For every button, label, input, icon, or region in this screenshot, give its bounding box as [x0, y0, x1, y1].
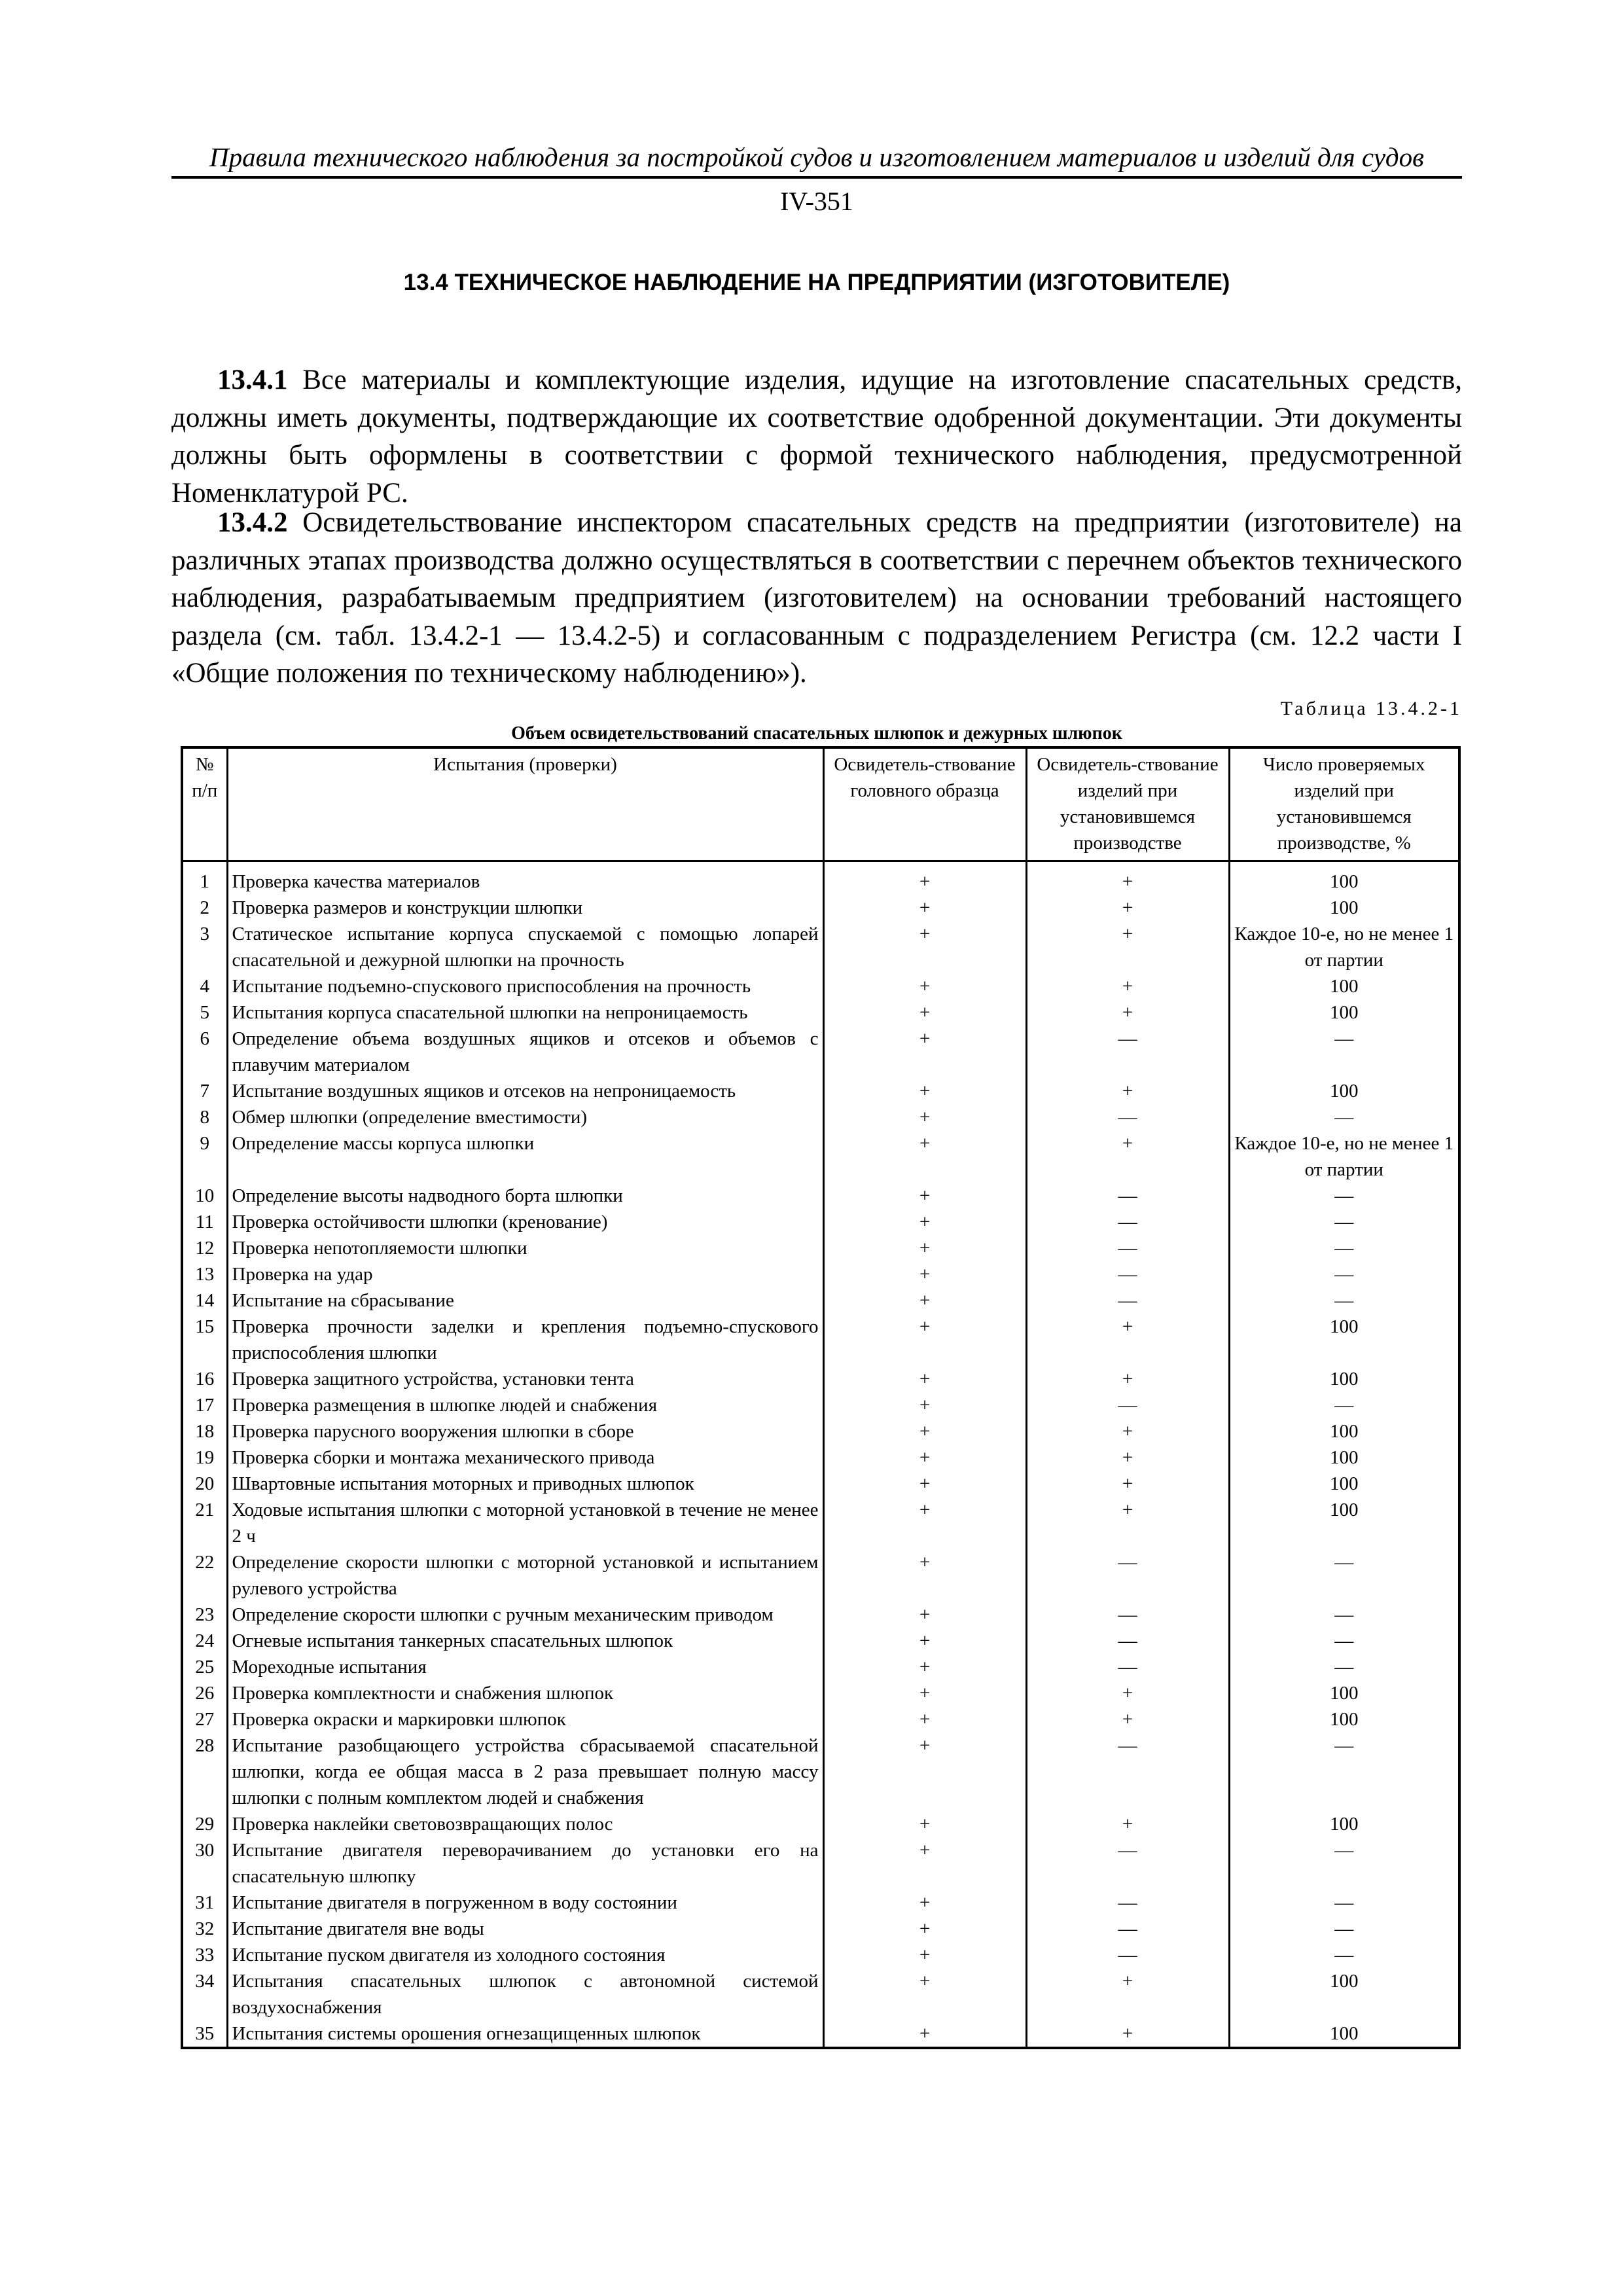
table-row [182, 1890, 1459, 1916]
row-head-sample: + [823, 861, 1026, 895]
row-serial: — [1026, 1602, 1229, 1628]
row-count: 100 [1229, 1418, 1459, 1444]
table-row [182, 1183, 1459, 1209]
row-serial: — [1026, 1026, 1229, 1078]
table-title: Объем освидетельствований спасательных шлюпок и дежурных шлюпок [511, 723, 1122, 744]
row-number: 28 [182, 1732, 227, 1811]
row-number: 9 [182, 1130, 227, 1183]
row-serial: + [1026, 1314, 1229, 1366]
row-head-sample: + [823, 1078, 1026, 1104]
row-number: 33 [182, 1942, 227, 1968]
table-row [182, 1078, 1459, 1104]
row-head-sample: + [823, 1942, 1026, 1968]
row-count: 100 [1229, 1706, 1459, 1732]
table-row [182, 1811, 1459, 1837]
row-test-name: Определение скорости шлюпки с ручным механическим приводом [227, 1602, 823, 1628]
paragraph-text: Все материалы и комплектующие изделия, идущие на изготовление спасательных средств, должны иметь документы, подтверждающие их соответствие одобренной документации. Эти документы должны быть оформлены в соответствии с формой технического наблюдения, предусмотренной Номенклатурой РС. [171, 365, 1462, 509]
row-head-sample: + [823, 1602, 1026, 1628]
row-serial: — [1026, 1261, 1229, 1287]
row-head-sample: + [823, 1026, 1026, 1078]
table-filler-cell [1026, 2047, 1229, 2048]
row-number: 25 [182, 1654, 227, 1680]
table-body [182, 861, 1459, 2049]
row-number: 10 [182, 1183, 227, 1209]
row-test-name: Обмер шлюпки (определение вместимости) [227, 1104, 823, 1130]
row-serial: + [1026, 1497, 1229, 1549]
row-serial: + [1026, 1444, 1229, 1471]
row-serial: + [1026, 2020, 1229, 2047]
row-serial: + [1026, 1078, 1229, 1104]
row-count: Каждое 10-е, но не менее 1 от партии [1229, 1130, 1459, 1183]
row-test-name: Испытание на сбрасывание [227, 1287, 823, 1314]
row-number: 21 [182, 1497, 227, 1549]
row-test-name: Мореходные испытания [227, 1654, 823, 1680]
row-number: 19 [182, 1444, 227, 1471]
table-row [182, 1314, 1459, 1366]
row-count: — [1229, 1837, 1459, 1890]
row-serial: + [1026, 1471, 1229, 1497]
row-serial: — [1026, 1628, 1229, 1654]
table-header-row [182, 747, 1459, 861]
table-row [182, 999, 1459, 1026]
table-row [182, 895, 1459, 921]
row-test-name: Проверка защитного устройства, установки тента [227, 1366, 823, 1392]
row-serial: + [1026, 921, 1229, 973]
row-head-sample: + [823, 999, 1026, 1026]
row-number: 30 [182, 1837, 227, 1890]
header-num: № п/п [182, 747, 227, 861]
row-number: 27 [182, 1706, 227, 1732]
paragraph-13-4-2 [171, 504, 1462, 692]
row-number: 24 [182, 1628, 227, 1654]
table-row [182, 1026, 1459, 1078]
row-count: — [1229, 1916, 1459, 1942]
row-number: 1 [182, 861, 227, 895]
row-head-sample: + [823, 1732, 1026, 1811]
row-count: — [1229, 1026, 1459, 1078]
table-row [182, 861, 1459, 895]
row-serial: — [1026, 1235, 1229, 1261]
row-number: 15 [182, 1314, 227, 1366]
row-test-name: Испытание разобщающего устройства сбрасываемой спасательной шлюпки, когда ее общая масса в 2 раза превышает полную массу шлюпки с полным комплектом людей и снабжения [227, 1732, 823, 1811]
row-head-sample: + [823, 2020, 1026, 2047]
row-test-name: Статическое испытание корпуса спускаемой с помощью лопарей спасательной и дежурной шлюпки на прочность [227, 921, 823, 973]
table-row [182, 1628, 1459, 1654]
row-test-name: Проверка прочности заделки и крепления подъемно-спускового приспособления шлюпки [227, 1314, 823, 1366]
row-test-name: Проверка размещения в шлюпке людей и снабжения [227, 1392, 823, 1418]
row-serial: — [1026, 1890, 1229, 1916]
row-head-sample: + [823, 1654, 1026, 1680]
table-row [182, 1418, 1459, 1444]
row-head-sample: + [823, 1418, 1026, 1444]
row-count: — [1229, 1890, 1459, 1916]
row-head-sample: + [823, 1287, 1026, 1314]
table-row [182, 2020, 1459, 2047]
row-serial: — [1026, 1732, 1229, 1811]
row-head-sample: + [823, 1497, 1026, 1549]
table-filler-cell [227, 2047, 823, 2048]
row-number: 11 [182, 1209, 227, 1235]
table-row [182, 1366, 1459, 1392]
inspection-table [181, 746, 1461, 2049]
row-count: 100 [1229, 1497, 1459, 1549]
paragraph-text: Освидетельствование инспектором спасательных средств на предприятии (изготовителе) на различных этапах производства должно осуществляться в соответствии с перечнем объектов технического наблюдения, разрабатываемым предприятием (изготовителем) на основании требований настоящего раздела (см. табл. 13.4.2-1 — 13.4.2-5) и согласованным с подразделением Регистра (см. 12.2 части I «Общие положения по техническому наблюдению»). [171, 507, 1462, 689]
row-count: 100 [1229, 1968, 1459, 2020]
row-count: 100 [1229, 1471, 1459, 1497]
paragraph-number: 13.4.1 [217, 365, 288, 395]
row-test-name: Проверка непотопляемости шлюпки [227, 1235, 823, 1261]
row-head-sample: + [823, 1471, 1026, 1497]
row-head-sample: + [823, 1104, 1026, 1130]
row-serial: — [1026, 1183, 1229, 1209]
row-serial: + [1026, 999, 1229, 1026]
table-row [182, 1392, 1459, 1418]
paragraph-13-4-1 [171, 361, 1462, 512]
row-test-name: Определение скорости шлюпки с моторной установкой и испытанием рулевого устройства [227, 1549, 823, 1602]
row-count: — [1229, 1628, 1459, 1654]
row-serial: — [1026, 1942, 1229, 1968]
table-filler-cell [182, 2047, 227, 2048]
row-head-sample: + [823, 1183, 1026, 1209]
table-label: Таблица 13.4.2-1 [1280, 698, 1462, 719]
table-row [182, 1287, 1459, 1314]
row-number: 26 [182, 1680, 227, 1706]
row-count: 100 [1229, 2020, 1459, 2047]
row-test-name: Огневые испытания танкерных спасательных шлюпок [227, 1628, 823, 1654]
row-serial: — [1026, 1287, 1229, 1314]
row-count: — [1229, 1549, 1459, 1602]
row-count: 100 [1229, 895, 1459, 921]
row-head-sample: + [823, 1366, 1026, 1392]
row-serial: + [1026, 1418, 1229, 1444]
row-head-sample: + [823, 1916, 1026, 1942]
row-test-name: Проверка окраски и маркировки шлюпок [227, 1706, 823, 1732]
table-row [182, 1942, 1459, 1968]
table-filler-cell [1229, 2047, 1459, 2048]
row-count: — [1229, 1104, 1459, 1130]
row-head-sample: + [823, 1130, 1026, 1183]
row-head-sample: + [823, 1314, 1026, 1366]
row-number: 29 [182, 1811, 227, 1837]
row-number: 6 [182, 1026, 227, 1078]
table-row [182, 1471, 1459, 1497]
row-serial: — [1026, 1654, 1229, 1680]
row-test-name: Проверка на удар [227, 1261, 823, 1287]
header-head-sample: Освидетель-ствование головного образца [823, 747, 1026, 861]
row-head-sample: + [823, 1837, 1026, 1890]
header-serial: Освидетель-ствование изделий при установившемся производстве [1026, 747, 1229, 861]
row-count: — [1229, 1602, 1459, 1628]
row-number: 14 [182, 1287, 227, 1314]
row-count: 100 [1229, 1680, 1459, 1706]
row-test-name: Определение массы корпуса шлюпки [227, 1130, 823, 1183]
row-test-name: Определение высоты надводного борта шлюпки [227, 1183, 823, 1209]
row-count: — [1229, 1732, 1459, 1811]
row-number: 13 [182, 1261, 227, 1287]
row-test-name: Проверка сборки и монтажа механического привода [227, 1444, 823, 1471]
row-number: 4 [182, 973, 227, 999]
table-row [182, 1680, 1459, 1706]
row-head-sample: + [823, 1392, 1026, 1418]
header-rule [171, 176, 1462, 179]
row-number: 17 [182, 1392, 227, 1418]
row-head-sample: + [823, 1235, 1026, 1261]
table-row [182, 1235, 1459, 1261]
table-row [182, 1209, 1459, 1235]
row-test-name: Испытание пуском двигателя из холодного состояния [227, 1942, 823, 1968]
row-number: 3 [182, 921, 227, 973]
row-serial: + [1026, 1968, 1229, 2020]
row-serial: + [1026, 1366, 1229, 1392]
row-count: 100 [1229, 1078, 1459, 1104]
row-serial: — [1026, 1837, 1229, 1890]
table-row [182, 1732, 1459, 1811]
row-serial: + [1026, 1706, 1229, 1732]
row-head-sample: + [823, 1890, 1026, 1916]
row-count: — [1229, 1392, 1459, 1418]
row-number: 20 [182, 1471, 227, 1497]
table-row [182, 1497, 1459, 1549]
row-number: 22 [182, 1549, 227, 1602]
row-serial: — [1026, 1209, 1229, 1235]
row-count: — [1229, 1261, 1459, 1287]
row-number: 2 [182, 895, 227, 921]
row-count: — [1229, 1235, 1459, 1261]
row-test-name: Испытания системы орошения огнезащищенных шлюпок [227, 2020, 823, 2047]
header-count: Число проверяемых изделий при установившемся производстве, % [1229, 747, 1459, 861]
row-serial: — [1026, 1392, 1229, 1418]
paragraph-number: 13.4.2 [217, 507, 288, 538]
row-head-sample: + [823, 921, 1026, 973]
table-row [182, 1968, 1459, 2020]
row-count: — [1229, 1942, 1459, 1968]
row-count: 100 [1229, 861, 1459, 895]
page-number: IV-351 [780, 187, 853, 216]
row-test-name: Испытания корпуса спасательной шлюпки на непроницаемость [227, 999, 823, 1026]
row-head-sample: + [823, 1706, 1026, 1732]
table-row [182, 1654, 1459, 1680]
row-count: 100 [1229, 999, 1459, 1026]
table-row [182, 1130, 1459, 1183]
header-test: Испытания (проверки) [227, 747, 823, 861]
row-number: 34 [182, 1968, 227, 2020]
row-test-name: Проверка размеров и конструкции шлюпки [227, 895, 823, 921]
table-filler-row [182, 2047, 1459, 2048]
table-row [182, 973, 1459, 999]
row-head-sample: + [823, 1680, 1026, 1706]
row-test-name: Испытания спасательных шлюпок с автономной системой воздухоснабжения [227, 1968, 823, 2020]
row-test-name: Определение объема воздушных ящиков и отсеков и объемов с плавучим материалом [227, 1026, 823, 1078]
row-test-name: Проверка наклейки световозвращающих полос [227, 1811, 823, 1837]
row-serial: + [1026, 1680, 1229, 1706]
row-number: 35 [182, 2020, 227, 2047]
row-number: 5 [182, 999, 227, 1026]
row-test-name: Испытание воздушных ящиков и отсеков на непроницаемость [227, 1078, 823, 1104]
row-count: 100 [1229, 1811, 1459, 1837]
row-head-sample: + [823, 1549, 1026, 1602]
row-test-name: Ходовые испытания шлюпки с моторной установкой в течение не менее 2 ч [227, 1497, 823, 1549]
row-count: Каждое 10-е, но не менее 1 от партии [1229, 921, 1459, 973]
row-number: 8 [182, 1104, 227, 1130]
row-count: 100 [1229, 1366, 1459, 1392]
row-number: 31 [182, 1890, 227, 1916]
table-row [182, 1837, 1459, 1890]
row-count: 100 [1229, 1314, 1459, 1366]
table-row [182, 1261, 1459, 1287]
row-head-sample: + [823, 973, 1026, 999]
row-test-name: Испытание двигателя в погруженном в воду состоянии [227, 1890, 823, 1916]
table-row [182, 1706, 1459, 1732]
row-number: 18 [182, 1418, 227, 1444]
row-serial: + [1026, 1811, 1229, 1837]
row-test-name: Проверка парусного вооружения шлюпки в сборе [227, 1418, 823, 1444]
row-count: — [1229, 1183, 1459, 1209]
row-number: 7 [182, 1078, 227, 1104]
row-serial: — [1026, 1916, 1229, 1942]
table-row [182, 1549, 1459, 1602]
row-serial: — [1026, 1549, 1229, 1602]
row-number: 23 [182, 1602, 227, 1628]
row-head-sample: + [823, 1968, 1026, 2020]
table-row [182, 1916, 1459, 1942]
table-row [182, 1602, 1459, 1628]
row-head-sample: + [823, 1209, 1026, 1235]
running-header: Правила технического наблюдения за постройкой судов и изготовлением материалов и изделий для судов [209, 142, 1424, 172]
row-number: 12 [182, 1235, 227, 1261]
row-test-name: Швартовные испытания моторных и приводных шлюпок [227, 1471, 823, 1497]
row-test-name: Испытание двигателя вне воды [227, 1916, 823, 1942]
table-filler-cell [823, 2047, 1026, 2048]
row-serial: — [1026, 1104, 1229, 1130]
row-serial: + [1026, 895, 1229, 921]
row-serial: + [1026, 1130, 1229, 1183]
table-row [182, 1444, 1459, 1471]
row-head-sample: + [823, 1261, 1026, 1287]
row-count: — [1229, 1287, 1459, 1314]
row-count: — [1229, 1654, 1459, 1680]
table-row [182, 1104, 1459, 1130]
row-count: — [1229, 1209, 1459, 1235]
row-test-name: Проверка качества материалов [227, 861, 823, 895]
row-head-sample: + [823, 1628, 1026, 1654]
row-test-name: Проверка остойчивости шлюпки (кренование) [227, 1209, 823, 1235]
row-head-sample: + [823, 1444, 1026, 1471]
row-number: 16 [182, 1366, 227, 1392]
row-test-name: Испытание двигателя переворачиванием до установки его на спасательную шлюпку [227, 1837, 823, 1890]
row-test-name: Испытание подъемно-спускового приспособления на прочность [227, 973, 823, 999]
row-serial: + [1026, 973, 1229, 999]
row-head-sample: + [823, 1811, 1026, 1837]
row-serial: + [1026, 861, 1229, 895]
section-title: 13.4 ТЕХНИЧЕСКОЕ НАБЛЮДЕНИЕ НА ПРЕДПРИЯТИИ (ИЗГОТОВИТЕЛЕ) [403, 270, 1230, 295]
row-count: 100 [1229, 973, 1459, 999]
row-number: 32 [182, 1916, 227, 1942]
table-row [182, 921, 1459, 973]
row-head-sample: + [823, 895, 1026, 921]
row-count: 100 [1229, 1444, 1459, 1471]
row-test-name: Проверка комплектности и снабжения шлюпок [227, 1680, 823, 1706]
